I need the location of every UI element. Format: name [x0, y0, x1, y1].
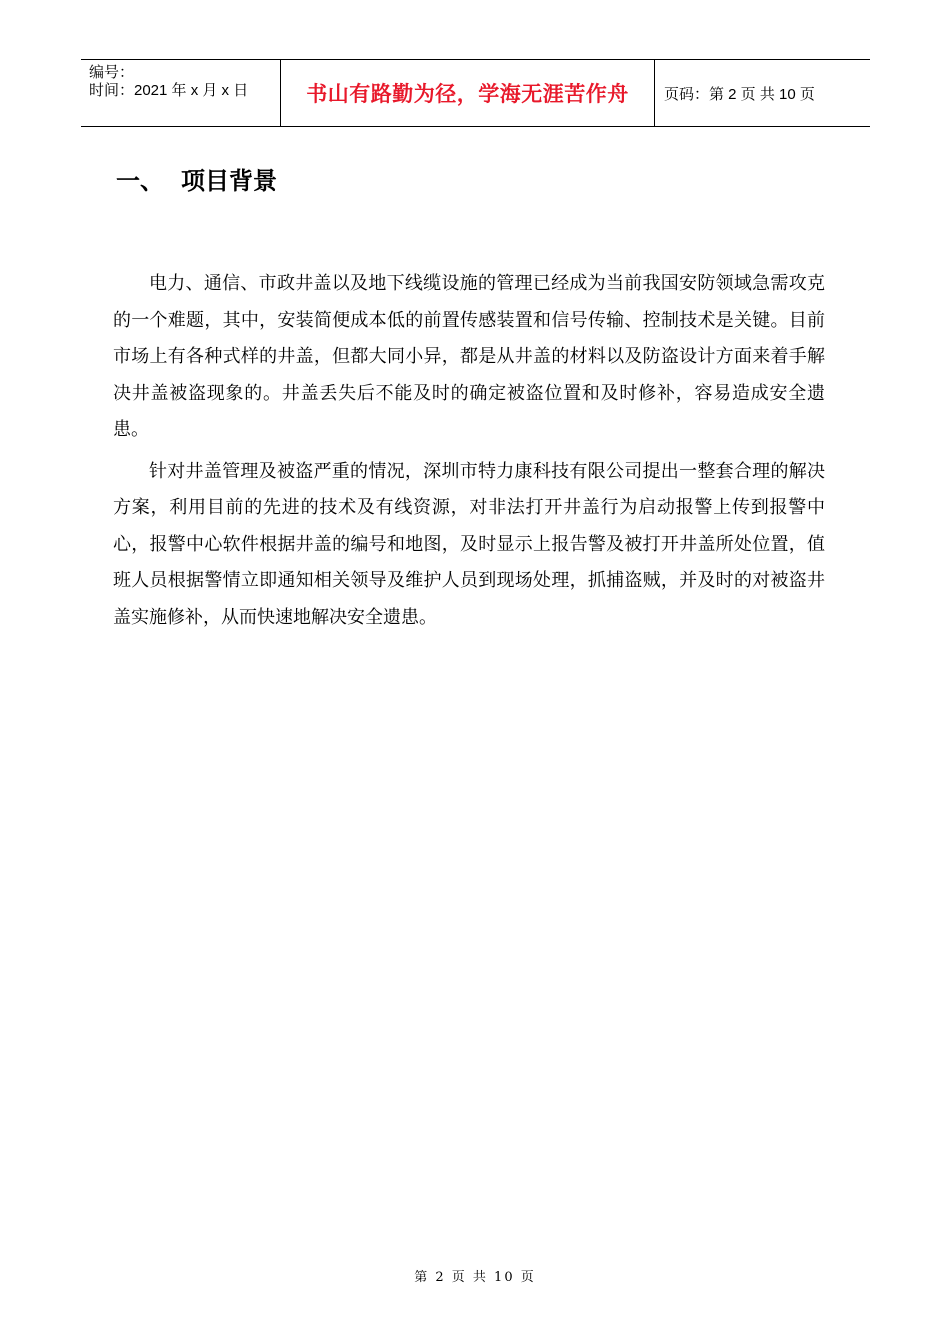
- header-page-cell: [655, 60, 870, 126]
- number-label: 编号：: [89, 64, 135, 81]
- date-label: 时间：2021 年 x 月 x 日: [89, 82, 249, 99]
- section-heading: [116, 164, 277, 198]
- document-header: [81, 59, 870, 127]
- section-title: 项目背景: [181, 167, 277, 195]
- header-meta-cell: [81, 60, 281, 126]
- page-footer: [0, 1266, 950, 1285]
- page-label: 页码：第 2 页 共 10 页: [664, 85, 815, 103]
- paragraph: 电力、通信、市政井盖以及地下线缆设施的管理已经成为当前我国安防领域急需攻克的一个难题，其中，安装简便成本低的前置传感装置和信号传输、控制技术是关键。目前市场上有各种式样的井盖，但都大同小异，都是从井盖的材料以及防盗设计方面来着手解决井盖被盗现象的。井盖丢失后不能及时的确定被盗位置和及时修补，容易造成安全遗患。: [113, 273, 825, 440]
- body-text: [113, 266, 825, 641]
- section-number: 一、: [116, 167, 164, 195]
- footer-page-number: 第 2 页 共 10 页: [414, 1270, 536, 1285]
- header-motto-cell: [281, 60, 655, 126]
- motto-text: 书山有路勤为径，学海无涯苦作舟: [306, 82, 629, 106]
- paragraph: 针对井盖管理及被盗严重的情况，深圳市特力康科技有限公司提出一整套合理的解决方案，利用目前的先进的技术及有线资源，对非法打开井盖行为启动报警上传到报警中心，报警中心软件根据井盖的编号和地图，及时显示上报告警及被打开井盖所处位置，值班人员根据警情立即通知相关领导及维护人员到现场处理，抓捕盗贼，并及时的对被盗井盖实施修补，从而快速地解决安全遗患。: [113, 460, 825, 628]
